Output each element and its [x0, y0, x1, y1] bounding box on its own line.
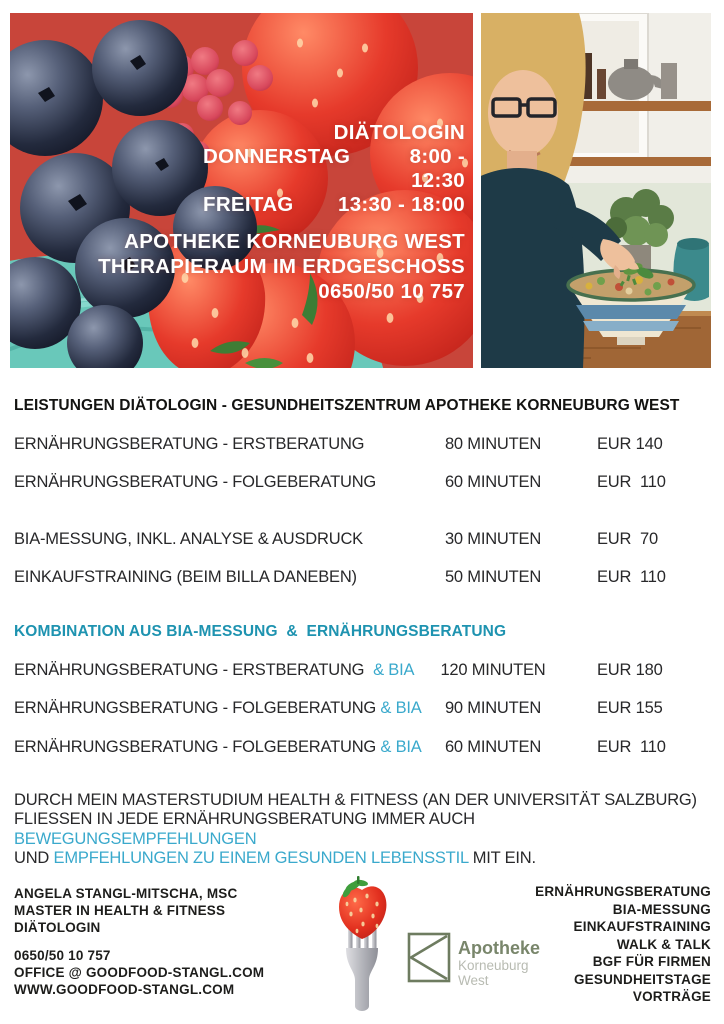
footer-phone: 0650/50 10 757	[14, 948, 111, 963]
schedule-day: DONNERSTAG	[203, 145, 351, 168]
apotheke-k-logo-icon	[406, 926, 556, 990]
hero-title: DIÄTOLOGIN	[333, 121, 465, 144]
footer-service-item: WALK & TALK	[616, 936, 711, 952]
schedule-row	[203, 193, 465, 217]
service-duration: 50 MINUTEN	[444, 568, 542, 587]
service-label: ERNÄHRUNGSBERATUNG - FOLGEBERATUNG & BIA	[14, 737, 422, 756]
combo-price-list	[14, 651, 724, 767]
service-label-bia-suffix: & BIA	[364, 660, 415, 679]
schedule-row	[203, 145, 465, 193]
service-duration: 60 MINUTEN	[444, 737, 542, 756]
logo-line2: Korneuburg	[458, 958, 529, 973]
service-label-bia-suffix: & BIA	[376, 737, 422, 756]
location-line: THERAPIERAUM IM ERDGESCHOSS	[98, 255, 465, 278]
footer-service-item: BGF FÜR FIRMEN	[592, 954, 711, 969]
service-row	[14, 425, 724, 464]
footer-services-list	[535, 883, 711, 1006]
hero-location-block	[98, 229, 465, 304]
hero-phone: 0650/50 10 757	[318, 280, 465, 303]
combo-heading: KOMBINATION AUS BIA-MESSUNG & ERNÄHRUNGSBERATUNG	[14, 623, 507, 640]
service-label: EINKAUFSTRAINING (BEIM BILLA DANEBEN)	[14, 568, 357, 587]
berries-photo	[10, 13, 473, 368]
apotheke-logo	[406, 926, 556, 995]
footer-email: OFFICE @ GOODFOOD-STANGL.COM	[14, 965, 265, 980]
service-price: EUR 180	[597, 660, 663, 679]
dietologist-illustration	[481, 13, 711, 368]
footer-service-item: BIA-MESSUNG	[612, 901, 711, 917]
about-text-line: FLIESSEN IN JEDE ERNÄHRUNGSBERATUNG IMMER AUCH BEWEGUNGSEMPFEHLUNGEN	[14, 810, 480, 848]
services-section	[0, 390, 724, 869]
footer-credential: MASTER IN HEALTH & FITNESS	[14, 903, 226, 918]
row-group-gap	[14, 502, 724, 520]
service-price: EUR 110	[597, 473, 666, 492]
footer-website: WWW.GOODFOOD-STANGL.COM	[14, 982, 235, 997]
hero-text-overlay	[98, 121, 465, 304]
service-row	[14, 651, 724, 690]
about-text-line: UND EMPFEHLUNGEN ZU EINEM GESUNDEN LEBENSSTIL MIT EIN.	[14, 849, 536, 867]
schedule-day: FREITAG	[203, 193, 294, 216]
services-price-list	[14, 425, 724, 597]
logo-name: Apotheke	[458, 938, 541, 958]
footer-service-item: ERNÄHRUNGSBERATUNG	[535, 884, 711, 899]
service-row	[14, 690, 724, 729]
footer-service-item: EINKAUFSTRAINING	[573, 919, 711, 934]
service-price: EUR 155	[597, 699, 663, 718]
footer-service-item: GESUNDHEITSTAGE	[573, 971, 711, 987]
schedule-time: 8:00 - 12:30	[409, 145, 465, 192]
about-text-line: DURCH MEIN MASTERSTUDIUM HEALTH & FITNESS (AN DER UNIVERSITÄT SALZBURG)	[14, 790, 697, 809]
service-label-bia-suffix: & BIA	[376, 699, 422, 718]
service-row	[14, 728, 724, 767]
strawberry-fork-illustration	[333, 876, 391, 1014]
service-label: ERNÄHRUNGSBERATUNG - FOLGEBERATUNG	[14, 473, 377, 492]
service-row	[14, 559, 724, 598]
service-duration: 60 MINUTEN	[444, 473, 542, 492]
service-duration: 120 MINUTEN	[440, 660, 546, 679]
service-row	[14, 464, 724, 503]
service-price: EUR 140	[597, 434, 663, 453]
service-label: ERNÄHRUNGSBERATUNG - ERSTBERATUNG & BIA	[14, 660, 415, 679]
service-price: EUR 110	[597, 737, 666, 756]
footer-role: DIÄTOLOGIN	[14, 920, 101, 935]
location-line: APOTHEKE KORNEUBURG WEST	[124, 230, 465, 253]
service-duration: 90 MINUTEN	[444, 699, 542, 718]
footer-contact-block	[14, 885, 264, 998]
service-duration: 30 MINUTEN	[444, 529, 542, 548]
service-row	[14, 520, 724, 559]
services-heading: LEISTUNGEN DIÄTOLOGIN - GESUNDHEITSZENTRUM APOTHEKE KORNEUBURG WEST	[14, 397, 680, 414]
logo-line3: West	[458, 973, 489, 988]
hero-section	[10, 13, 711, 368]
about-paragraph	[14, 791, 714, 869]
service-label: ERNÄHRUNGSBERATUNG - FOLGEBERATUNG & BIA	[14, 699, 422, 718]
footer-name: ANGELA STANGL-MITSCHA, MSC	[14, 886, 238, 901]
service-label: ERNÄHRUNGSBERATUNG - ERSTBERATUNG	[14, 434, 365, 453]
service-price: EUR 110	[597, 568, 666, 587]
service-price: EUR 70	[597, 529, 658, 548]
schedule-time: 13:30 - 18:00	[338, 193, 465, 216]
strawberry-on-fork-image	[333, 876, 391, 1019]
dietologist-photo	[481, 13, 711, 368]
service-label: BIA-MESSUNG, INKL. ANALYSE & AUSDRUCK	[14, 529, 363, 548]
footer-service-item: VORTRÄGE	[632, 989, 711, 1004]
service-duration: 80 MINUTEN	[444, 434, 542, 453]
